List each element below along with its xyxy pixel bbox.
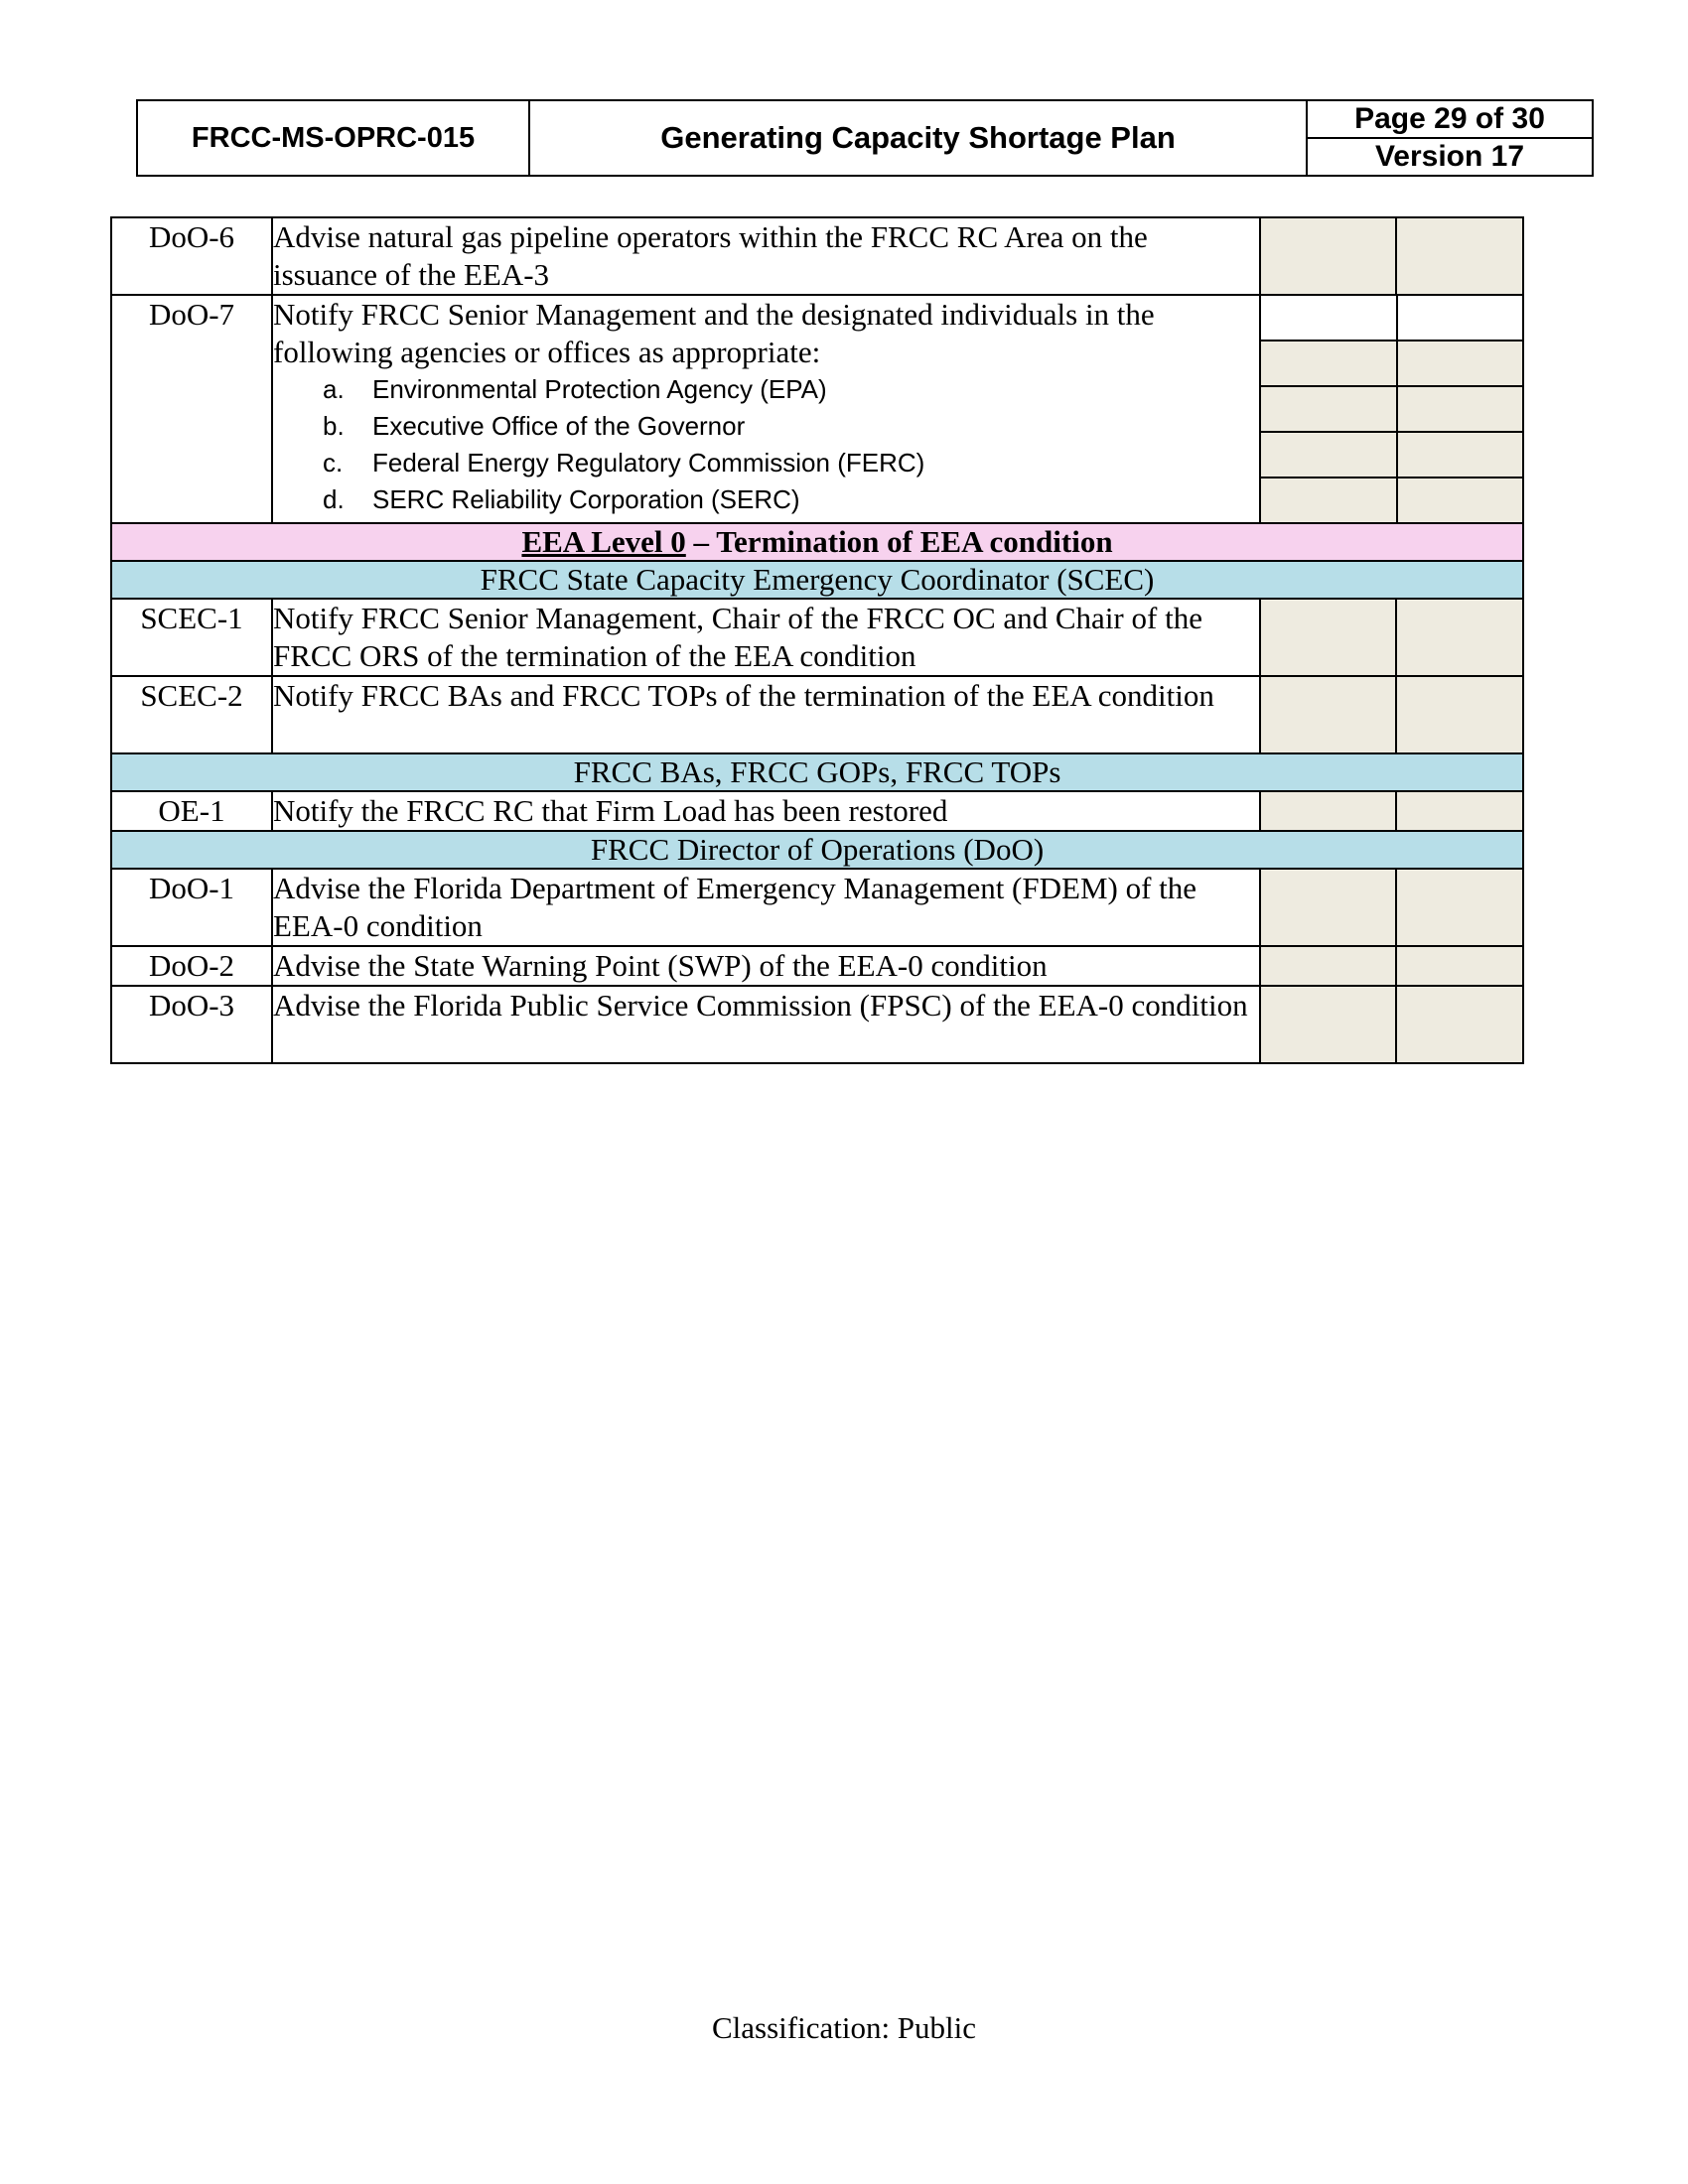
step-text: Notify FRCC Senior Management and the designated individuals in the following agencies or offices as appropriate: — [273, 297, 1155, 369]
step-text: Notify FRCC Senior Management, Chair of the FRCC OC and Chair of the FRCC ORS of the termination of the EEA condition — [272, 599, 1260, 676]
checkbox-cell[interactable] — [1396, 599, 1523, 676]
checkbox-cell[interactable] — [1260, 217, 1396, 295]
list-text: Executive Office of the Governor — [372, 411, 746, 441]
step-id: OE-1 — [111, 791, 272, 831]
list-item — [273, 408, 1259, 445]
section-heading: FRCC Director of Operations (DoO) — [111, 831, 1523, 869]
step-id: DoO-6 — [111, 217, 272, 295]
checkbox-cell[interactable] — [1396, 946, 1523, 986]
section-band-level0 — [111, 523, 1523, 561]
table-row — [111, 676, 1523, 753]
checkbox-cell[interactable] — [1261, 478, 1397, 522]
step-id: SCEC-2 — [111, 676, 272, 753]
step-text: Notify the FRCC RC that Firm Load has been restored — [272, 791, 1260, 831]
list-item — [273, 445, 1259, 481]
step-id: DoO-7 — [111, 295, 272, 523]
list-letter: b. — [323, 411, 345, 441]
checkbox-cell[interactable] — [1397, 432, 1522, 478]
checkbox-cell[interactable] — [1260, 599, 1396, 676]
document-header — [136, 99, 1594, 177]
section-band-operating-entities — [111, 753, 1523, 791]
step-text: Advise natural gas pipeline operators within the FRCC RC Area on the issuance of the EEA-3 — [272, 217, 1260, 295]
level-heading-rest: – Termination of EEA condition — [685, 524, 1113, 559]
checkbox-cell[interactable] — [1261, 386, 1397, 432]
classification-footer: Classification: Public — [711, 2010, 977, 2045]
checkbox-cell[interactable] — [1260, 946, 1396, 986]
checkbox-cell[interactable] — [1260, 791, 1396, 831]
table-row — [111, 295, 1523, 523]
level-heading-underlined: EEA Level 0 — [521, 524, 686, 559]
checkbox-cell[interactable] — [1260, 869, 1396, 946]
page-number: Page 29 of 30 — [1308, 101, 1592, 139]
list-letter: d. — [323, 484, 345, 514]
list-text: Federal Energy Regulatory Commission (FERC) — [372, 448, 925, 478]
section-heading: FRCC State Capacity Emergency Coordinator (SCEC) — [111, 561, 1523, 599]
step-id: DoO-2 — [111, 946, 272, 986]
section-band-scec — [111, 561, 1523, 599]
step-text-block — [272, 295, 1260, 523]
checkbox-cell[interactable] — [1396, 217, 1523, 295]
table-row — [111, 946, 1523, 986]
procedure-table — [110, 216, 1524, 1064]
doc-id: FRCC-MS-OPRC-015 — [138, 101, 530, 175]
list-letter: c. — [323, 448, 344, 478]
checkbox-cell[interactable] — [1396, 869, 1523, 946]
table-row — [111, 599, 1523, 676]
checkbox-cell[interactable] — [1260, 676, 1396, 753]
table-row — [111, 217, 1523, 295]
checkbox-cell[interactable] — [1261, 432, 1397, 478]
table-row — [111, 986, 1523, 1063]
step-text: Notify FRCC BAs and FRCC TOPs of the termination of the EEA condition — [272, 676, 1260, 753]
checkbox-cell-blank — [1261, 296, 1397, 341]
checkbox-cell[interactable] — [1397, 386, 1522, 432]
step-text: Advise the State Warning Point (SWP) of the EEA-0 condition — [272, 946, 1260, 986]
step-id: DoO-3 — [111, 986, 272, 1063]
checkbox-cell[interactable] — [1260, 986, 1396, 1063]
step-text: Advise the Florida Department of Emergency Management (FDEM) of the EEA-0 condition — [272, 869, 1260, 946]
checkbox-grid — [1260, 295, 1523, 523]
header-meta — [1308, 101, 1592, 175]
list-letter: a. — [323, 374, 345, 404]
list-text: SERC Reliability Corporation (SERC) — [372, 484, 800, 514]
step-id: SCEC-1 — [111, 599, 272, 676]
level-heading — [111, 523, 1523, 561]
checkbox-cell[interactable] — [1261, 341, 1397, 386]
table-row — [111, 791, 1523, 831]
section-heading: FRCC BAs, FRCC GOPs, FRCC TOPs — [111, 753, 1523, 791]
checkbox-cell[interactable] — [1397, 341, 1522, 386]
checkbox-cell-blank — [1397, 296, 1522, 341]
section-band-director-of-operations — [111, 831, 1523, 869]
list-text: Environmental Protection Agency (EPA) — [372, 374, 827, 404]
step-text: Advise the Florida Public Service Commission (FPSC) of the EEA-0 condition — [272, 986, 1260, 1063]
list-item — [273, 371, 1259, 408]
list-item — [273, 481, 1259, 518]
table-row — [111, 869, 1523, 946]
doc-title: Generating Capacity Shortage Plan — [530, 101, 1308, 175]
version: Version 17 — [1374, 140, 1525, 173]
checkbox-cell[interactable] — [1397, 478, 1522, 522]
step-id: DoO-1 — [111, 869, 272, 946]
checkbox-cell[interactable] — [1396, 676, 1523, 753]
checkbox-cell[interactable] — [1396, 986, 1523, 1063]
checkbox-cell[interactable] — [1396, 791, 1523, 831]
